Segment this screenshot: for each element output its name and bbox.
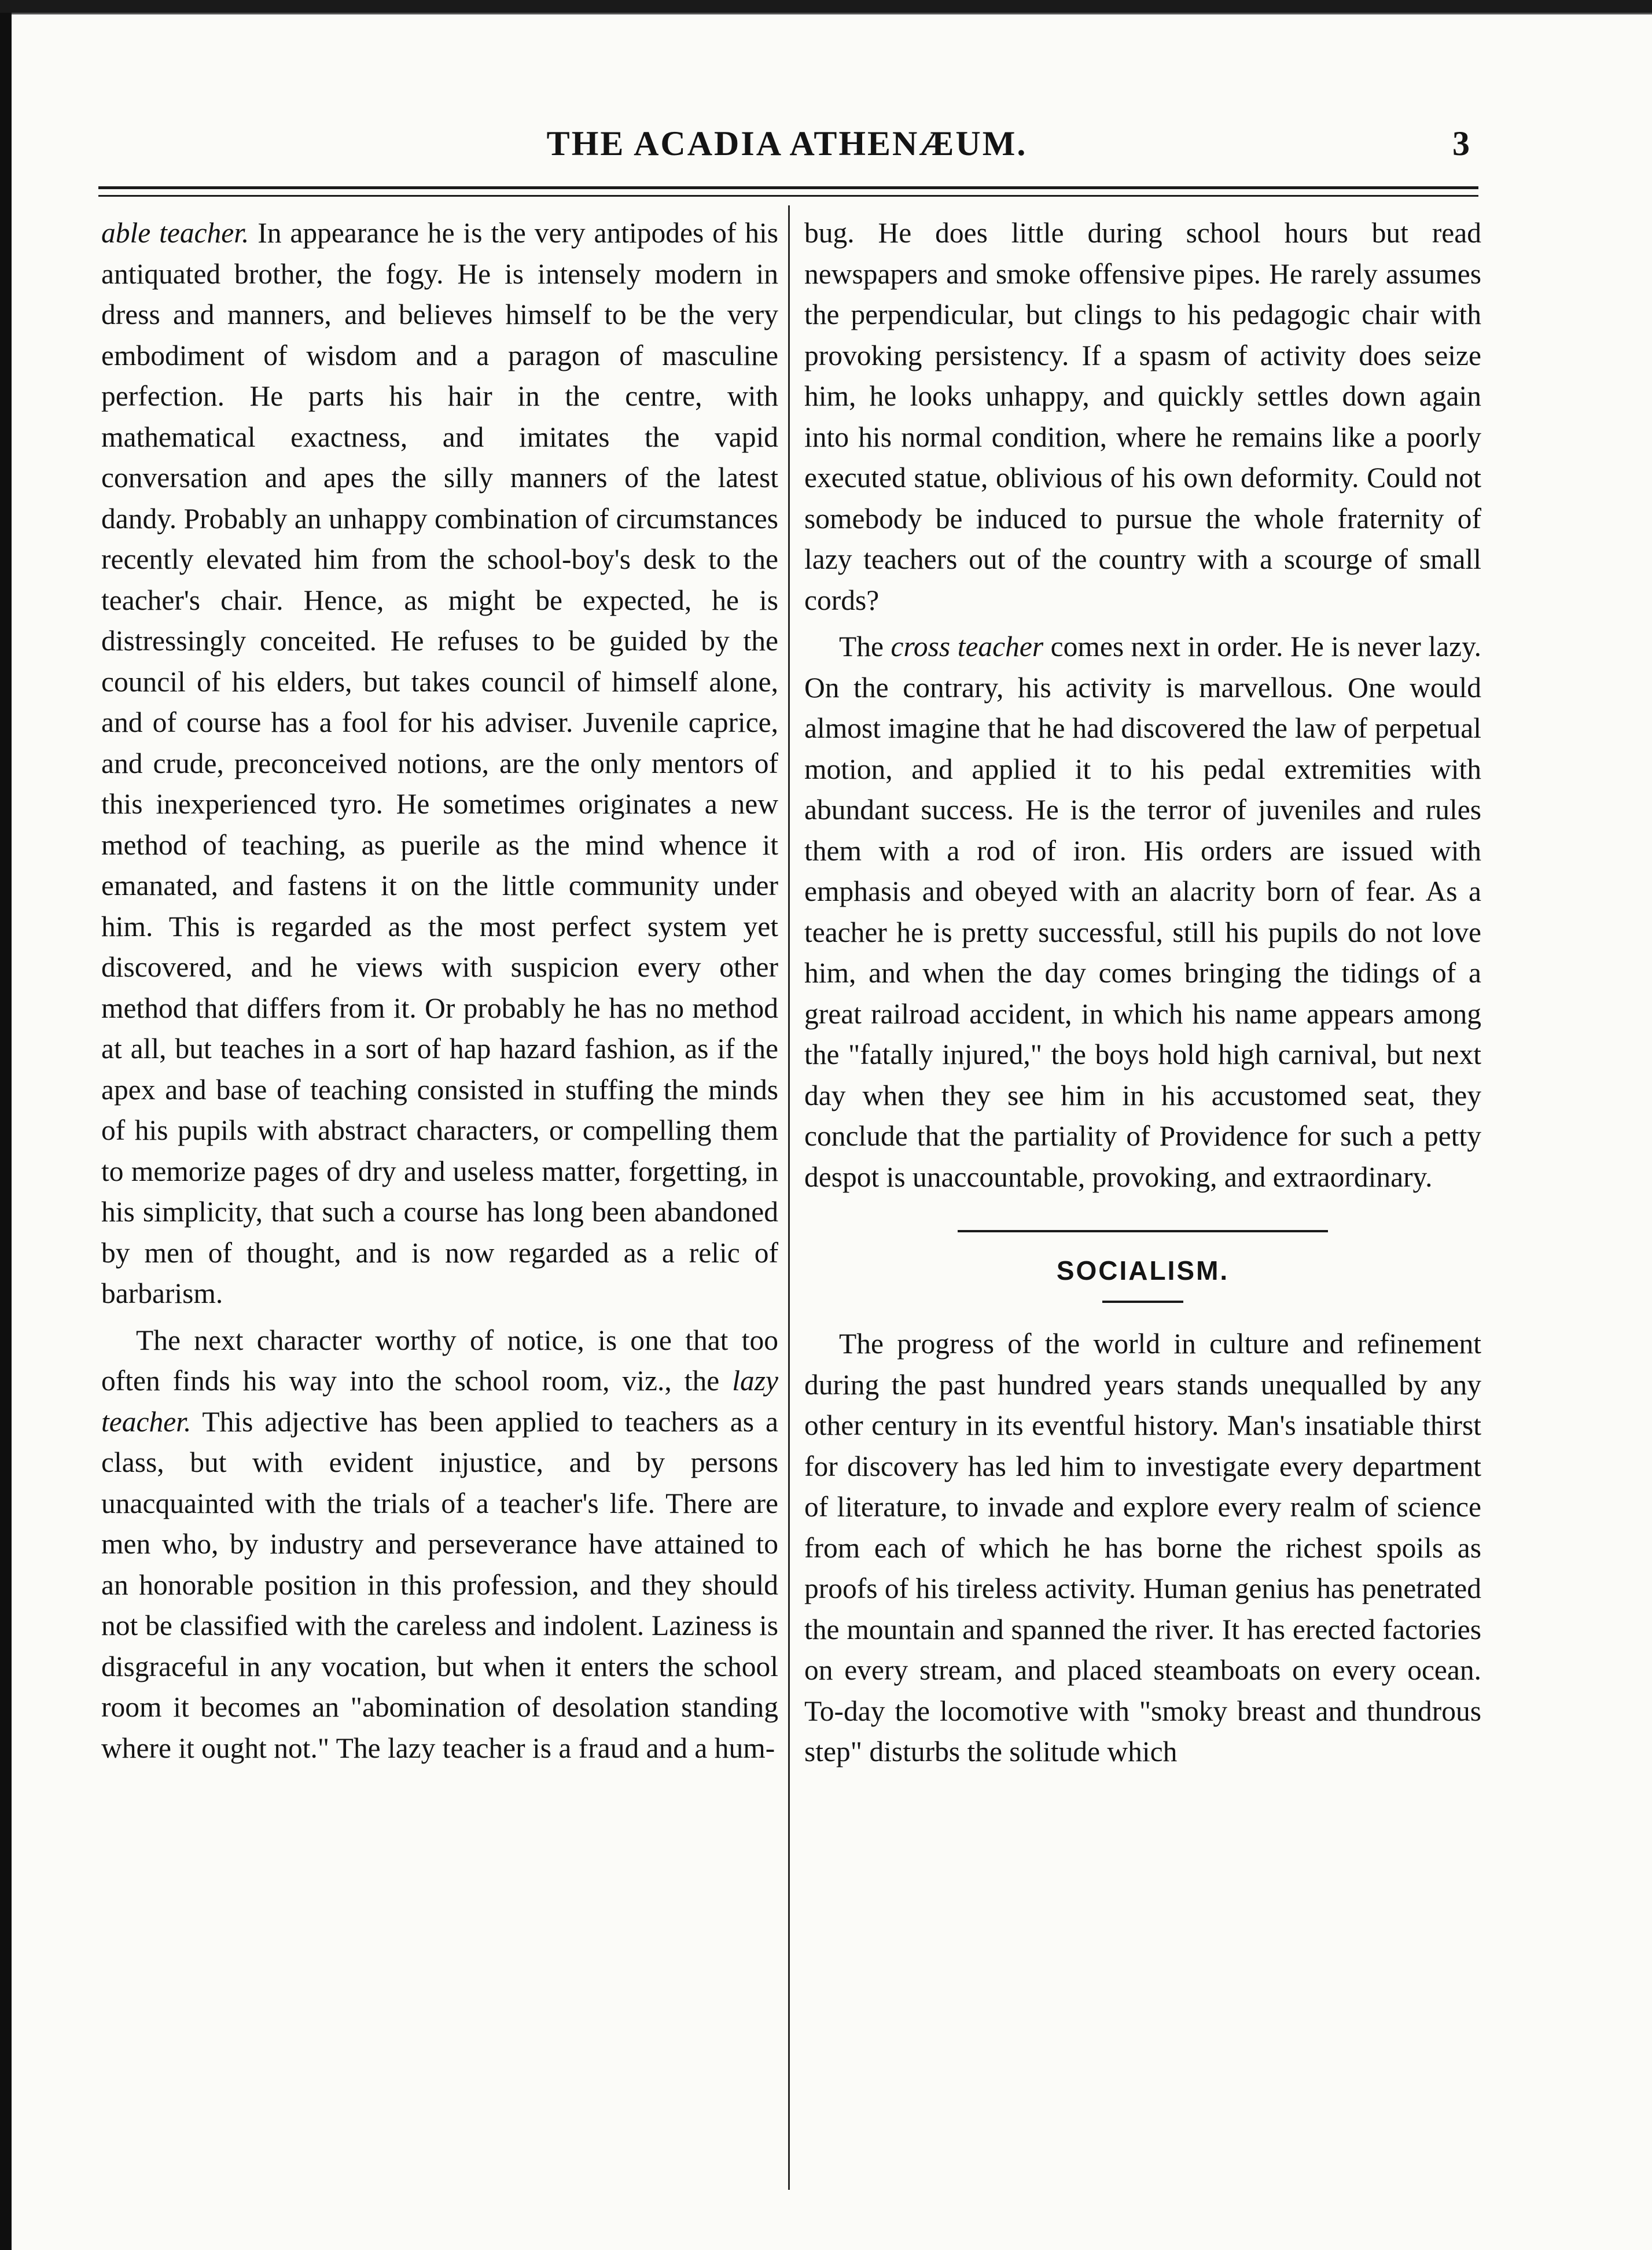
emphasis: lazy teacher. (101, 1365, 778, 1438)
header-rule-thick (98, 186, 1478, 189)
article-separator-rule (958, 1230, 1328, 1232)
paragraph-text: In appearance he is the very antipodes of his antiquated brother, the fogy. He is intensely modern in dress and manners, and believes himself to be the very embodiment of wisdom and a paragon of masculine perfection. He parts his hair in the centre, with mathematical exactness, and imitates the vapid conversation and apes the silly manners of the latest dandy. Probably an unhappy combination of circumstances recently elevated him from the school-boy's desk to the teacher's chair. Hence, as might be expected, he is distressingly conceited. He refuses to be guided by the council of his elders, but takes council of himself alone, and of course has a fool for his adviser. Juvenile caprice, and crude, preconceived notions, are the only mentors of this inexperienced tyro. He sometimes originates a new method of teaching, as puerile as the mind whence it emanated, and fastens it on the little community under him. This is regarded as the most perfect system yet discovered, and he views with suspicion every other method that differs from it. Or probably he has no method at all, but teaches in a sort of hap hazard fashion, as if the apex and base of teaching consisted in stuffing the minds of his pupils with abstract characters, or compelling them to memorize pages of dry and useless matter, forgetting, in his simplicity, that such a course has long been abandoned by men of thought, and is now regarded as a relic of barbarism. (101, 217, 778, 1309)
section-heading: SOCIALISM. (1056, 1255, 1230, 1286)
paragraph-text: comes next in order. He is never lazy. On the contrary, his activity is marvellous. One would almost imagine that he had discovered the law of perpetual motion, and applied it to his pedal extremities with abundant success. He is the terror of juveniles and rules them with a rod of iron. His orders are issued with emphasis and obeyed with an alacrity born of fear. As a teacher he is pretty successful, still his pupils do not love him, and when the day comes bringing the tidings of a great railroad accident, in which his name appears among the "fatally injured," the boys hold high carnival, but next day when they see him in his accustomed seat, they conclude that the partiality of Providence for such a petty despot is unaccountable, provoking, and extraordinary. (804, 631, 1481, 1193)
paragraph-text: The next character worthy of notice, is one that too often finds his way into the school room, viz., the (101, 1324, 778, 1397)
emphasis: able teacher. (101, 217, 249, 249)
paragraph (804, 627, 1481, 1198)
page-binding-edge (0, 0, 12, 2250)
left-column (101, 213, 778, 1774)
emphasis: cross teacher (891, 631, 1044, 662)
heading-underline-rule (1102, 1301, 1183, 1303)
header-rule-thin (98, 195, 1478, 197)
right-column (804, 213, 1481, 1778)
paragraph: bug. He does little during school hours but read newspapers and smoke offensive pipes. He rarely assumes the perpendicular, but clings to his pedagogic chair with provoking persistency. If a spasm of activity does seize him, he looks unhappy, and quickly settles down again into his normal condition, where he remains like a poorly executed statue, oblivious of his own deformity. Could not somebody be induced to pursue the whole fraternity of lazy teachers out of the country with a scourge of small cords? (804, 217, 1481, 616)
paragraph (101, 1320, 778, 1769)
paragraph-text: The (839, 631, 891, 662)
page-top-edge-thin (12, 13, 1652, 14)
running-header (104, 121, 1470, 174)
column-divider (788, 205, 790, 2190)
paragraph-text: This adjective has been applied to teachers as a class, but with evident injustice, and by persons unacquainted with the trials of a teacher's life. There are men who, by industry and perseverance have attained to an honorable position in this profession, and they should not be classified with the careless and indolent. Laziness is disgraceful in any vocation, but when it enters the school room it becomes an "abomination of desolation standing where it ought not." The lazy teacher is a fraud and a hum- (101, 1405, 778, 1764)
paragraph: The progress of the world in culture and refinement during the past hundred years stands unequalled by any other century in its eventful history. Man's insatiable thirst for discovery has led him to investigate every department of literature, to invade and explore every realm of science from each of which he has borne the richest spoils as proofs of his tireless activity. Human genius has penetrated the mountain and spanned the river. It has erected factories on every stream, and placed steamboats on every ocean. To-day the locomotive with "smoky breast and thundrous step" disturbs the solitude which (804, 1328, 1481, 1767)
page-top-edge (0, 0, 1652, 13)
paragraph (101, 213, 778, 1314)
page-number: 3 (1452, 124, 1470, 163)
publication-title: THE ACADIA ATHENÆUM. (546, 124, 1028, 163)
